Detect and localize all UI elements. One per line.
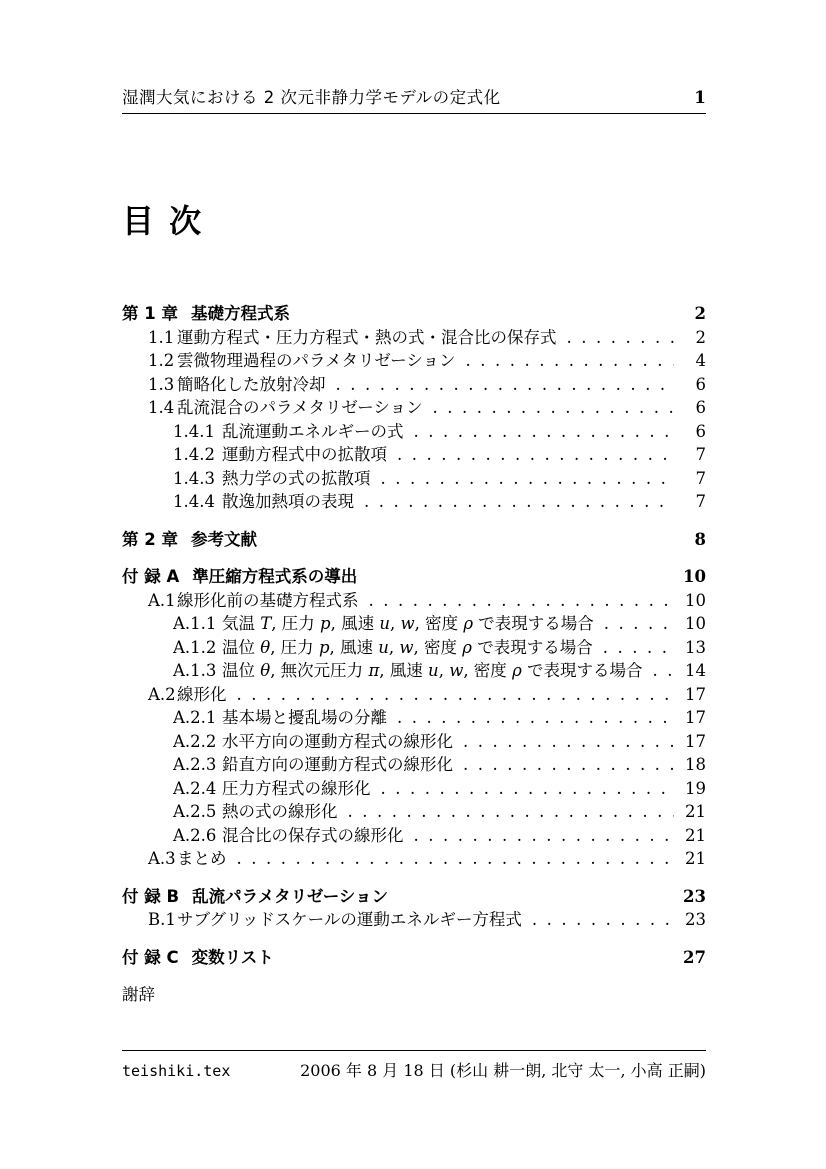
toc-dot-leader bbox=[369, 591, 675, 610]
toc-entry bbox=[122, 587, 706, 611]
toc-entry bbox=[122, 657, 706, 681]
toc-entry-page: 6 bbox=[695, 421, 706, 441]
toc-entry-title: 圧力方程式の線形化 bbox=[222, 778, 371, 798]
toc-entry-number: 1.4.1 bbox=[173, 421, 215, 441]
toc-entry-number: A.3 bbox=[148, 849, 176, 869]
toc-entry-number: A.1.2 bbox=[173, 637, 217, 657]
toc-entry-page: 10 bbox=[685, 590, 706, 610]
toc-entry-number: A.2 bbox=[148, 684, 176, 704]
toc-entry-number: 1.4.4 bbox=[173, 492, 215, 512]
toc-entry-page: 6 bbox=[695, 398, 706, 418]
toc-dot-leader bbox=[336, 375, 675, 394]
toc-entry-label: 第 1 章 bbox=[122, 304, 178, 324]
toc-entry-title: 気温 T, 圧力 p, 風速 u, w, 密度 ρ で表現する場合 bbox=[222, 614, 594, 634]
toc-entry-title: 雲微物理過程のパラメタリゼーション bbox=[177, 351, 456, 371]
toc-entry-title: 鉛直方向の運動方程式の線形化 bbox=[222, 755, 453, 775]
toc-entry bbox=[122, 347, 706, 371]
toc-entry bbox=[122, 324, 706, 348]
toc-entry-number: A.2.1 bbox=[173, 708, 217, 728]
toc-dot-leader bbox=[567, 328, 675, 347]
toc-entry-number: A.1 bbox=[148, 590, 176, 610]
toc-dot-leader bbox=[237, 685, 675, 704]
toc-entry-number: A.2.4 bbox=[173, 778, 217, 798]
toc-entry-title: 運動方程式・圧力方程式・熱の式・混合比の保存式 bbox=[177, 327, 557, 347]
toc-entry-page: 23 bbox=[683, 886, 706, 906]
toc-dot-leader bbox=[463, 732, 674, 751]
toc-dot-leader bbox=[348, 802, 675, 821]
toc-entry bbox=[122, 610, 706, 634]
toc-entry-number: A.2.3 bbox=[173, 755, 217, 775]
toc-dot-leader bbox=[653, 661, 674, 680]
toc-entry bbox=[122, 394, 706, 418]
toc-list bbox=[122, 300, 706, 1005]
toc-entry-number: A.2.6 bbox=[173, 825, 217, 845]
page-header bbox=[122, 84, 706, 114]
footer-date-authors: 2006 年 8 月 18 日 (杉山 耕一朗, 北守 太一, 小高 正嗣) bbox=[300, 1061, 706, 1080]
toc-entry bbox=[122, 944, 706, 968]
toc-entry-label: 付 録 B bbox=[122, 886, 180, 906]
toc-dot-leader bbox=[604, 614, 674, 633]
toc-entry-page: 14 bbox=[685, 661, 706, 681]
toc-entry-number: 1.3 bbox=[148, 374, 175, 394]
toc-entry bbox=[122, 981, 706, 1005]
toc-dot-leader bbox=[463, 755, 674, 774]
toc-entry bbox=[122, 845, 706, 869]
toc-entry-page: 2 bbox=[694, 304, 706, 324]
toc-entry-page: 18 bbox=[685, 755, 706, 775]
toc-entry-title: 参考文献 bbox=[190, 529, 257, 549]
toc-entry bbox=[122, 751, 706, 775]
toc-entry-title: 乱流パラメタリゼーション bbox=[192, 886, 389, 906]
toc-entry bbox=[122, 728, 706, 752]
toc-entry bbox=[122, 822, 706, 846]
toc-entry-title: 混合比の保存式の線形化 bbox=[222, 825, 404, 845]
toc-dot-leader bbox=[433, 398, 674, 417]
toc-entry-number: 1.1 bbox=[148, 327, 175, 347]
toc-entry-title: 温位 θ, 無次元圧力 π, 風速 u, w, 密度 ρ で表現する場合 bbox=[222, 661, 643, 681]
toc-entry-number: A.1.1 bbox=[173, 614, 217, 634]
page-content bbox=[122, 84, 706, 1005]
toc-entry-page: 17 bbox=[685, 684, 706, 704]
toc-dot-leader bbox=[603, 638, 674, 657]
toc-dot-leader bbox=[532, 910, 674, 929]
toc-entry bbox=[122, 798, 706, 822]
toc-entry-number: A.1.3 bbox=[173, 661, 217, 681]
toc-entry bbox=[122, 418, 706, 442]
toc-entry-title: 簡略化した放射冷却 bbox=[177, 374, 326, 394]
toc-entry bbox=[122, 300, 706, 324]
toc-entry-title: 線形化前の基礎方程式系 bbox=[177, 590, 359, 610]
toc-entry-page: 21 bbox=[685, 825, 706, 845]
toc-dot-leader bbox=[381, 469, 675, 488]
toc-entry bbox=[122, 488, 706, 512]
toc-entry-title: 謝辞 bbox=[122, 985, 155, 1005]
toc-dot-leader bbox=[397, 708, 674, 727]
toc-entry-number: A.2.2 bbox=[173, 731, 217, 751]
toc-entry bbox=[122, 465, 706, 489]
toc-entry-title: 水平方向の運動方程式の線形化 bbox=[222, 731, 453, 751]
toc-entry-title: サブグリッドスケールの運動エネルギー方程式 bbox=[177, 910, 522, 930]
toc-entry-title: 変数リスト bbox=[191, 947, 274, 967]
toc-entry-page: 13 bbox=[685, 637, 706, 657]
toc-entry bbox=[122, 563, 706, 587]
toc-entry-number: 1.4.2 bbox=[173, 445, 215, 465]
toc-entry-title: 乱流運動エネルギーの式 bbox=[222, 421, 404, 441]
toc-entry-page: 8 bbox=[694, 529, 706, 549]
toc-entry-page: 2 bbox=[695, 327, 706, 347]
toc-entry-page: 7 bbox=[695, 492, 706, 512]
toc-dot-leader bbox=[381, 779, 675, 798]
toc-entry bbox=[122, 704, 706, 728]
toc-entry-title: 準圧縮方程式系の導出 bbox=[192, 567, 358, 587]
toc-entry-label: 第 2 章 bbox=[122, 529, 178, 549]
toc-entry-title: 温位 θ, 圧力 p, 風速 u, w, 密度 ρ で表現する場合 bbox=[222, 637, 593, 657]
toc-entry bbox=[122, 441, 706, 465]
toc-entry bbox=[122, 906, 706, 930]
toc-entry-label: 付 録 C bbox=[122, 947, 179, 967]
toc-entry-page: 21 bbox=[685, 802, 706, 822]
toc-entry bbox=[122, 634, 706, 658]
toc-dot-leader bbox=[397, 445, 674, 464]
toc-entry-title: 線形化 bbox=[177, 684, 227, 704]
toc-entry bbox=[122, 883, 706, 907]
toc-entry-title: まとめ bbox=[177, 849, 227, 869]
toc-entry-title: 運動方程式中の拡散項 bbox=[222, 445, 387, 465]
toc-entry-number: A.2.5 bbox=[173, 802, 217, 822]
toc-entry-page: 23 bbox=[685, 910, 706, 930]
toc-entry bbox=[122, 371, 706, 395]
footer-filename: teishiki.tex bbox=[122, 1062, 231, 1080]
toc-entry-page: 7 bbox=[695, 468, 706, 488]
toc-entry-page: 27 bbox=[683, 947, 706, 967]
toc-entry-number: 1.4.3 bbox=[173, 468, 215, 488]
toc-entry-title: 乱流混合のパラメタリゼーション bbox=[177, 398, 423, 418]
toc-entry-number: 1.4 bbox=[148, 398, 175, 418]
toc-dot-leader bbox=[466, 351, 674, 370]
toc-entry-page: 6 bbox=[695, 374, 706, 394]
toc-entry-number: B.1 bbox=[148, 910, 176, 930]
toc-entry-page: 10 bbox=[683, 567, 706, 587]
toc-dot-leader bbox=[414, 422, 675, 441]
toc-entry-page: 7 bbox=[695, 445, 706, 465]
toc-entry bbox=[122, 775, 706, 799]
toc-entry bbox=[122, 526, 706, 550]
toc-entry-page: 4 bbox=[695, 351, 706, 371]
toc-entry-page: 17 bbox=[685, 731, 706, 751]
toc-entry-title: 熱力学の式の拡散項 bbox=[222, 468, 371, 488]
toc-dot-leader bbox=[364, 492, 674, 511]
header-page-number: 1 bbox=[694, 88, 706, 108]
toc-entry bbox=[122, 681, 706, 705]
toc-entry-page: 10 bbox=[685, 614, 706, 634]
toc-entry-title: 熱の式の線形化 bbox=[222, 802, 338, 822]
toc-entry-number: 1.2 bbox=[148, 351, 175, 371]
toc-dot-leader bbox=[414, 826, 675, 845]
page-footer bbox=[122, 1050, 706, 1081]
toc-entry-label: 付 録 A bbox=[122, 567, 180, 587]
running-head-title: 湿潤大気における 2 次元非静力学モデルの定式化 bbox=[122, 88, 501, 107]
toc-entry-title: 散逸加熱項の表現 bbox=[222, 492, 354, 512]
toc-entry-page: 17 bbox=[685, 708, 706, 728]
toc-entry-title: 基本場と擾乱場の分離 bbox=[222, 708, 387, 728]
toc-entry-page: 19 bbox=[685, 778, 706, 798]
toc-dot-leader bbox=[237, 849, 675, 868]
toc-title: 目 次 bbox=[122, 202, 204, 240]
toc-entry-title: 基礎方程式系 bbox=[190, 304, 290, 324]
toc-entry-page: 21 bbox=[685, 849, 706, 869]
